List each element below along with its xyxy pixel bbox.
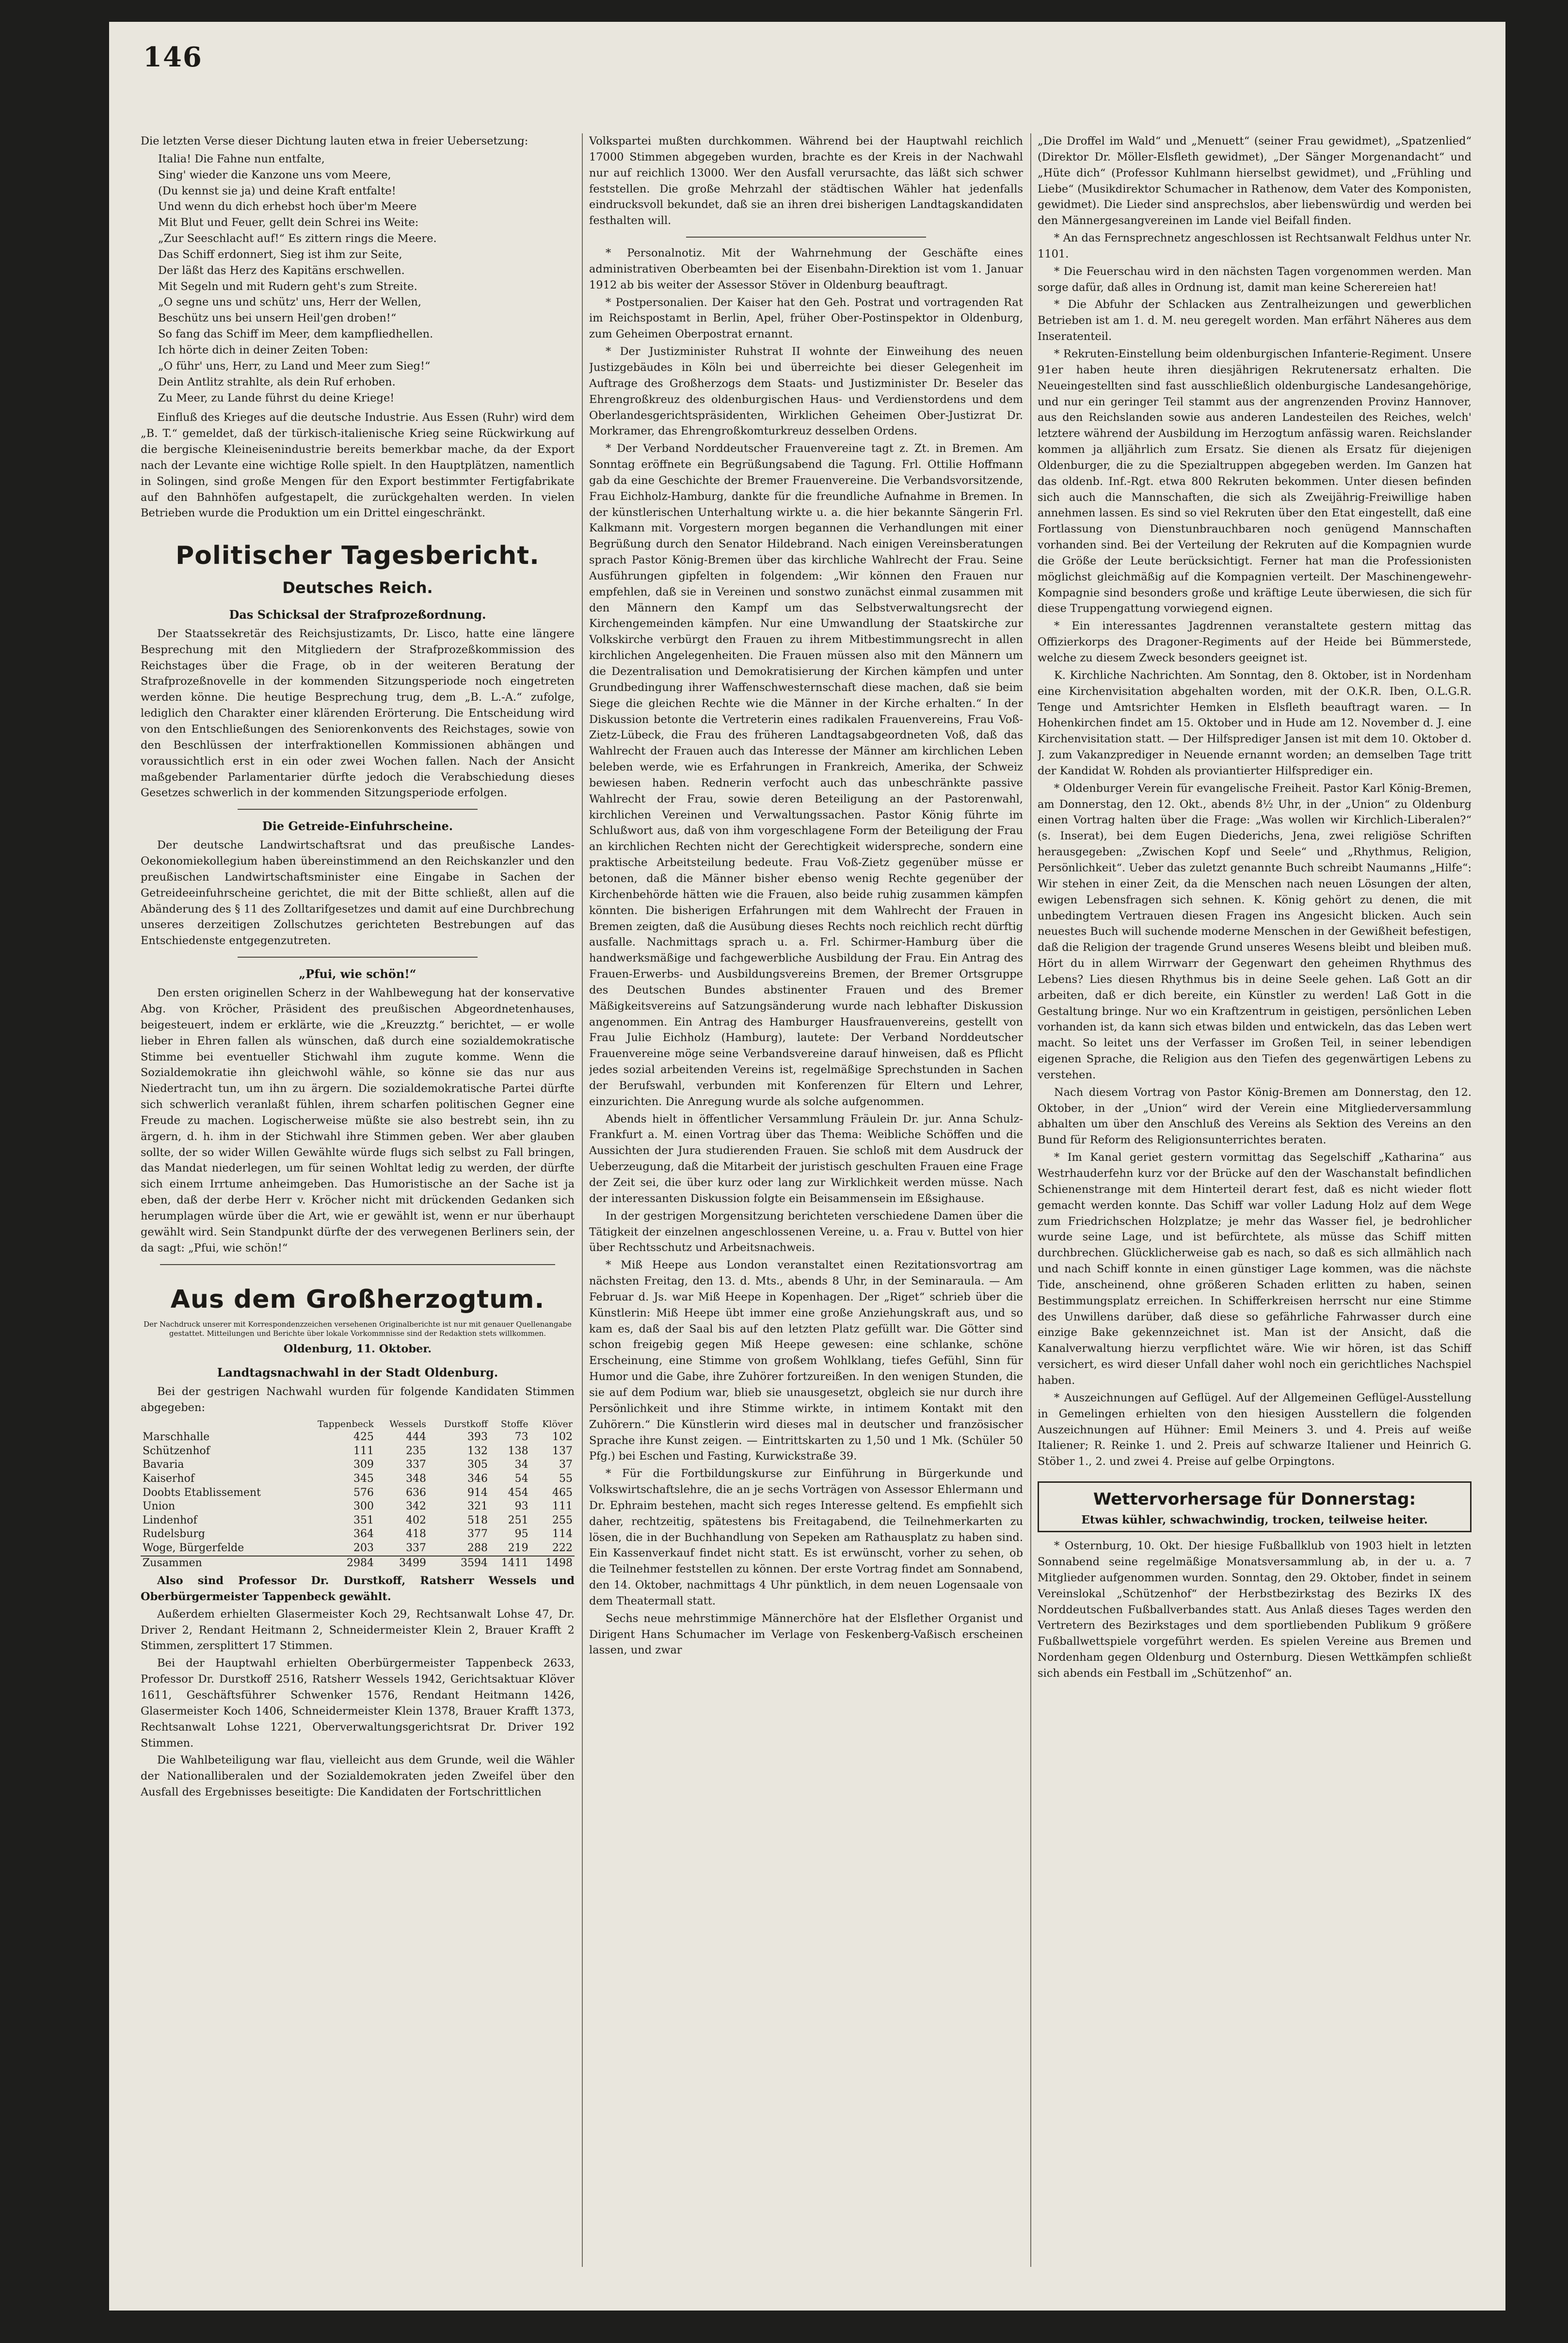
column-2 [589, 133, 1023, 2277]
vote-count-cell: 114 [552, 1528, 573, 1541]
vote-table [141, 1418, 575, 1570]
polling-place-cell: Rudelsburg [143, 1528, 206, 1541]
article-paragraph: Den ersten originellen Scherz in der Wahlbewegung hat der konservative Abg. von Kröcher, Präsident des preußischen Abgeordnetenhauses, beigesteuert, indem er erklärte, wie die „Kreuzztg.“ berichtet, — er wolle lieber in Ehren fallen als wünschen, daß durch eine sozialdemokratische Stimme bei eventueller Stichwahl ihm zugute komme. Wenn die Sozialdemokratie ihn gleichwohl wähle, so könne sie das nur aus Niedertracht tun, um ihn zu ärgern. Die sozialdemokratische Partei dürfte sich schwerlich veranlaßt fühlen, ihrem scharfen politischen Gegner eine Freude zu machen. Logischerweise müßte sie also bestrebt sein, ihn zu ärgern, d. h. ihm in der Stichwahl ihre Stimmen geben. Wer aber glauben sollte, der so wider Willen Gewählte würde flugs sich selbst zu Fall bringen, das Mandat niederlegen, um für seinen Wohltat ledig zu werden, der dürfte sich einem Irrtume anheimgeben. Das Humoristische an der Sache ist ja eben, daß der derbe Herr v. Kröcher nicht mit drückenden Gedanken sich herumplagen würde über die Art, wie er gewählt ist, wenn er nur überhaupt gewählt wird. Sein Standpunkt dürfte der des verwegenen Berliners sein, der da sagt: „Pfui, wie schön!“ [141, 987, 575, 1254]
article-paragraph: Bei der Hauptwahl erhielten Oberbürgermeister Tappenbeck 2633, Professor Dr. Durstkoff 2516, Ratsherr Wessels 1942, Gerichtsaktuar Klöver 1611, Geschäftsführer Schwenker 1576, Rendant Heitmann 1426, Glasermeister Koch 1406, Schneidermeister Klein 1378, Brauer Krafft 1373, Rechtsanwalt Lohse 1221, Oberverwaltungsgerichtsrat Dr. Driver 192 Stimmen. [141, 1657, 575, 1749]
article-paragraph: * Auszeichnungen auf Geflügel. Auf der Allgemeinen Geflügel-Ausstellung in Gemelingen erhielten von den hiesigen Ausstellern die folgenden Auszeichnungen auf Hühner: Emil Meiners 3. und 4. Preis auf weiße Italiener; R. Reinke 1. und 2. Preis auf schwarze Italiener und Heinrich G. Stöber 1., 2. und zwei 4. Preise auf gelbe Orpingtons. [1038, 1391, 1472, 1468]
poem-line: Mit Segeln und mit Rudern geht's zum Streite. [158, 280, 417, 293]
poem-line: Der läßt das Herz des Kapitäns erschwellen. [158, 264, 405, 277]
poem-line: „O führ' uns, Herr, zu Land und Meer zum Sieg!“ [158, 359, 431, 372]
vote-count-cell: 37 [559, 1459, 573, 1471]
vote-count-cell: 576 [353, 1486, 374, 1499]
vote-count-cell: 93 [514, 1500, 528, 1513]
vote-count-cell: 54 [514, 1472, 528, 1485]
vote-count-cell: 418 [406, 1528, 427, 1541]
vote-count-cell: 425 [353, 1431, 374, 1444]
total-count-cell: 2984 [298, 1556, 376, 1571]
article-paragraph: „Die Droffel im Wald“ und „Menuett“ (seiner Frau gewidmet), „Spatzenlied“ (Direktor Dr. Möller-Elsfleth gewidmet), „Der Sänger Morgenandacht“ und „Hüte dich“ (Professor Kuhlmann hierselbst gewidmet), und „Frühling und Liebe“ (Musikdirektor Schumacher in Rathenow, dem Vater des Komponisten, gewidmet). Die Lieder sind ansprechslos, aber liebenswürdig und werden bei den Männergesangvereinen im Lande viel Beifall finden. [1038, 135, 1472, 227]
polling-place-cell: Woge, Bürgerfelde [143, 1541, 244, 1554]
vote-count-cell: 102 [552, 1431, 573, 1444]
article-paragraph: Also sind Professor Dr. Durstkoff, Ratsherr Wessels und Oberbürgermeister Tappenbeck gewählt. [141, 1574, 575, 1603]
article-paragraph: Sechs neue mehrstimmige Männerchöre hat der Elsflether Organist und Dirigent Hans Schumacher im Verlage von Feskenberg-Vaßisch erscheinen lassen, und zwar [589, 1612, 1023, 1657]
poem-line: (Du kennst sie ja) und deine Kraft entfalte! [158, 184, 396, 197]
vote-count-cell: 309 [353, 1459, 374, 1471]
article-paragraph: Der deutsche Landwirtschaftsrat und das preußische Landes-Oekonomiekollegium haben übereinstimmend an den Reichskanzler und den preußischen Landwirtschaftsminister eine Eingabe in Sachen der Getreideeinfuhrscheine gerichtet, die mit der Bitte schließt, allen auf die Abänderung des § 11 des Zolltarifgesetzes und damit auf eine Durchbrechung unseres derzeitigen Zollschutzes gerichteten Bestrebungen auf das Entschiedenste entgegenzutreten. [141, 839, 575, 947]
poem-line: Sing' wieder die Kanzone uns vom Meere, [158, 168, 391, 181]
total-count-cell: 1498 [530, 1556, 575, 1571]
vote-count-cell: 351 [353, 1514, 374, 1526]
article-paragraph: * Postpersonalien. Der Kaiser hat den Geh. Postrat und vortragenden Rat im Reichspostamt in Berlin, Apel, früher Ober-Postinspektor in Oldenburg, zum Geheimen Oberpostrat ernannt. [589, 296, 1023, 341]
vote-count-cell: 255 [552, 1514, 573, 1526]
vote-count-cell: 348 [406, 1472, 427, 1485]
table-header: Wessels [389, 1419, 427, 1430]
column-divider [582, 133, 583, 2267]
table-row [141, 1430, 575, 1444]
poem-line: Dein Antlitz strahlte, als dein Ruf erhoben. [158, 375, 396, 388]
vote-count-cell: 300 [353, 1500, 374, 1513]
dateline: Oldenburg, 11. Oktober. [283, 1342, 432, 1355]
article-heading: Landtagsnachwahl in der Stadt Oldenburg. [217, 1365, 498, 1380]
poem-intro: Die letzten Verse dieser Dichtung lauten etwa in freier Uebersetzung: [141, 135, 528, 147]
vote-count-cell: 346 [467, 1472, 488, 1485]
vote-count-cell: 73 [514, 1431, 528, 1444]
table-header: Stoffe [500, 1419, 528, 1430]
poem-line: Ich hörte dich in deiner Zeiten Toben: [158, 343, 368, 356]
polling-place-cell: Schützenhof [143, 1444, 210, 1457]
poem [141, 151, 575, 406]
table-header: Tappenbeck [318, 1419, 374, 1430]
total-count-cell: 3594 [428, 1556, 490, 1571]
vote-count-cell: 345 [353, 1472, 374, 1485]
poem-line: Beschütz uns bei unsern Heil'gen droben!“ [158, 312, 397, 325]
vote-count-cell: 636 [406, 1486, 427, 1499]
article-paragraph: * Der Verband Norddeutscher Frauenvereine tagt z. Zt. in Bremen. Am Sonntag eröffnete ein Begrüßungsabend die Tagung. Frl. Ottilie Hoffmann gab da eine Geschichte der Bremer Frauenvereine. Die Verbandsvorsitzende, Frau Eichholz-Hamburg, dankte für die freundliche Aufnahme in Bremen. In der künstlerischen Unterhaltung wirkte u. a. die hier bekannte Sängerin Frl. Kalkmann mit. Vorgestern morgen begannen die Verhandlungen mit einer Begrüßung durch den Senator Hildebrand. Nach einigen Vereinsberatungen sprach Pastor König-Bremen über das kirchliche Wahlrecht der Frau. Seine Ausführungen gipfelten in folgendem: „Wir können den Frauen nur empfehlen, daß sie in Vereinen und sonstwo zunächst einmal zusammen mit den Männern den Kampf um das Selbstverwaltungsrecht der Kirchengemeinden kämpfen. Nur eine Umwandlung der Staatskirche zur Volkskirche verbürgt den Frauen zu ihrem Mitbestimmungsrecht in allen kirchlichen Angelegenheiten. Die Frauen müssen also mit den Männern um die Dezentralisation und Demokratisierung der Kirchen kämpfen und unter Grundbedingung ihrer Waffenschwesternschaft diese machen, daß sie beim Siege die gleichen Rechte wie die Männer in der Kirche erhalten.“ In der Diskussion betonte die Vertreterin eines radikalen Frauenvereins, Frau Voß-Zietz-Lübeck, die Frau des früheren Landtagsabgeordneten Voß, daß das Wahlrecht der Frauen auch das Interesse der Männer am kirchlichen Leben beleben werde, wie es Erfahrungen in Frankreich, Amerika, der Schweiz bewiesen haben. Rednerin verfocht auch das unbeschränkte passive Wahlrecht der Frau, sowie deren Beteiligung an der Pastorenwahl, kirchlichen Vereinen und Verwaltungssachen. Pastor König führte im Schlußwort aus, daß von ihm vorgeschlagene Form der Beteiligung der Frau an kirchlichen Rechten nicht der Gerechtigkeit widerspreche, sondern eine praktische Arbeitsteilung bedeute. Frau Voß-Zietz gegenüber müsse er betonen, daß die Männer bisher ebenso wenig Rechte gegenüber der Kirchenbehörde hätten wie die Frauen, also beide ruhig zusammen kämpfen könnten. Die bisherigen Erfahrungen mit dem Wahlrecht der Frauen in Bremen zeigten, daß die Ausübung dieses Rechts noch reichlich recht dürftig ausfalle. Nachmittags sprach u. a. Frl. Schirmer-Hamburg über die handwerksmäßige und fachgewerbliche Ausbildung der Frau. Ein Antrag des Frauen-Erwerbs- und Ausbildungsvereins Bremen, der Bremer Ortsgruppe des Deutschen Bundes abstinenter Frauen und des Bremer Mäßigkeitsvereins auf Satzungsänderung wurde nach lebhafter Diskussion angenommen. Ein Antrag des Hamburger Hausfrauenvereins, gestellt von Frau Julie Eichholz (Hamburg), lautete: Der Verband Norddeutscher Frauenvereine möge seine Verbandsvereine darauf hinweisen, daß es Pflicht jedes sozial arbeitenden Vereins ist, regelmäßige Sprechstunden in Sachen der Berufswahl, verbunden mit Konferenzen für Eltern und Lehrer, einzurichten. Die Anregung wurde als solche aufgenommen. [589, 442, 1023, 1108]
column-3 [1038, 133, 1472, 2277]
divider [686, 237, 926, 238]
vote-count-cell: 914 [467, 1486, 488, 1499]
newspaper-page [109, 22, 1505, 2311]
vote-count-cell: 342 [406, 1500, 427, 1513]
total-count-cell: 3499 [376, 1556, 428, 1571]
poem-line: Italia! Die Fahne nun entfalte, [158, 152, 325, 165]
vote-count-cell: 222 [552, 1541, 573, 1554]
vote-count-cell: 219 [508, 1541, 528, 1554]
article-paragraph: Volkspartei mußten durchkommen. Während bei der Hauptwahl reichlich 17000 Stimmen abgegeben wurden, brachte es der Kreis in der Nachwahl nur auf reichlich 13000. Wer den Ausfall verursachte, das läßt sich schwer feststellen. Die große Mehrzahl der städtischen Wähler hat jedenfalls eindrucksvoll bekundet, daß sie an ihren drei bisherigen Landtagskandidaten festhalten will. [589, 135, 1023, 227]
total-count-cell: 1411 [490, 1556, 530, 1571]
vote-count-cell: 251 [508, 1514, 528, 1526]
article-paragraph: * Im Kanal geriet gestern vormittag das Segelschiff „Katharina“ aus Westrhauderfehn kurz vor der Brücke auf den der Waschanstalt befindlichen Schienenstrange mit dem Hinterteil derart fest, daß es nicht wieder flott gemacht werden konnte. Das Schiff war voller Ladung Holz auf dem Wege zum Friedrichschen Holzplatze; je mehr das Wasser fiel, je bedrohlicher wurde seine Lage, und ist befürchtete, als müsse das Schiff mitten durchbrechen. Glücklicherweise gab es nach, so daß es sich allmählich nach und nach Schiff konnte in einen günstiger Lage kommen, was die nächste Tide, anscheinend, ohne größeren Schaden erlitten zu haben, seinen Bestimmungsplatz erreichen. In Schifferkreisen herrscht nur eine Stimme des Unwillens darüber, daß diese so gefährliche Fahrwasser durch eine einzige Bake gekennzeichnet ist. Man ist der Ansicht, daß die Kanalverwaltung hierzu verpflichtet wäre. Wie wir hören, ist das Schiff versichert, es wird dieser Unfall daher wohl noch ein gerichtliches Nachspiel haben. [1038, 1151, 1472, 1387]
divider [160, 1264, 555, 1265]
vote-count-cell: 111 [552, 1500, 573, 1513]
article-paragraph: * Personalnotiz. Mit der Wahrnehmung der Geschäfte eines administrativen Oberbeamten bei der Eisenbahn-Direktion ist vom 1. Januar 1912 ab bis weiter der Assessor Stöver in Oldenburg beauftragt. [589, 247, 1023, 291]
table-row [141, 1514, 575, 1528]
vote-count-cell: 55 [559, 1472, 573, 1485]
vote-count-cell: 402 [406, 1514, 427, 1526]
section-title-grossherzogtum: Aus dem Großherzogtum. [170, 1284, 545, 1314]
table-row [141, 1527, 575, 1541]
subsection-title: Deutsches Reich. [282, 578, 433, 597]
weather-title: Wettervorhersage für Donnerstag: [1093, 1490, 1416, 1509]
reprint-note: Der Nachdruck unserer mit Korrespondenzzeichen versehenen Originalberichte ist nur mit genauer Quellenangabe gestattet. Mitteilungen und Berichte über lokale Vorkommnisse sind der Redaktion stets willkommen. [144, 1320, 572, 1338]
vote-count-cell: 364 [353, 1528, 374, 1541]
article-paragraph: * Rekruten-Einstellung beim oldenburgischen Infanterie-Regiment. Unsere 91er haben heute ihren diesjährigen Rekrutenersatz erhalten. Die Neueingestellten sind fast ausschließlich oldenburgische Landesangehörige, und nur ein geringer Teil stammt aus der angrenzenden Provinz Hannover, aus den Reichslanden sowie aus anderen Landesteilen des Reiches, welch' letztere während der Ausbildung im Herzogtum anfässig waren. Reichslander kommen ja alljährlich zum Ersatz. Sie dienen als Ersatz für diejenigen Oldenburger, die zu die Spezialtruppen abgegeben werden. Im Ganzen hat das oldenb. Inf.-Rgt. etwa 800 Rekruten bekommen. Unter diesen befinden sich auch die Mannschaften, die sich als Zweijährig-Freiwillige haben annehmen lassen. Es sind so viel Rekruten über den Etat eingestellt, daß eine Fortlassung von Dienstunbrauchbaren noch genügend Mannschaften vorhanden sind. Bei der Verteilung der Rekruten auf die Kompagnien wurde die Größe der Leute berücksichtigt. Ferner hat man die Professionisten möglichst gleichmäßig auf die Kompagnien verteilt. Der Maschinengewehr-Kompagnie sind besonders große und kräftige Leute überwiesen, die sich für diese Truppengattung vorwiegend eignen. [1038, 347, 1472, 615]
vote-count-cell: 337 [406, 1541, 427, 1554]
article-paragraph: * Oldenburger Verein für evangelische Freiheit. Pastor Karl König-Bremen, am Donnerstag, den 12. Okt., abends 8½ Uhr, in der „Union“ zu Oldenburg einen Vortrag halten über die Frage: „Was wollen wir Kirchlich-Liberalen?“ (s. Inserat), bei dem Eugen Diederichs, Jena, zwei religiöse Schriften herausgegeben: „Zwischen Kopf und Seele“ und „Rhythmus, Religion, Persönlichkeit“. Ueber das zuletzt genannte Buch schreibt Naumanns „Hilfe“: Wir stehen in einer Zeit, da die Menschen nach neuen Lösungen der alten, ewigen Lebensfragen sich sehnen. K. König gehört zu denen, die mit unbedingtem Vertrauen diesen Fragen ins Angesicht blicken. Auch sein neuestes Buch will suchende moderne Menschen in der Gewißheit befestigen, daß die Religion der tragende Grund unseres Wesens bleibt und bleiben muß. Hört du in allem Wirrwarr der Gegenwart den geheimen Rhythmus des Lebens? Lies diesen Rhythmus bis in deine Seele gehen. Laß Gott an dir arbeiten, daß er dich bereite, ein Künstler zu werden! Laß Gott in die Gestaltung bringe. Nur wo ein Kraftzentrum in geistigen, persönlichen Leben vorhanden ist, da kann sich etwas bilden und entwickeln, das das Leben wert macht. So leitet uns der Verfasser im Großen Teil, in seiner lebendigen eigenen Sprache, die Religion aus den Tiefen des gegenwärtigen Lebens zu verstehen. [1038, 782, 1472, 1081]
total-label-cell: Zusammen [141, 1556, 298, 1571]
article-paragraph: * Für die Fortbildungskurse zur Einführung in Bürgerkunde und Volkswirtschaftslehre, die an je sechs Vorträgen von Assessor Ehlermann und Dr. Ephraim bestehen, macht sich reges Interesse geltend. Es empfiehlt sich daher, rechtzeitig, spätestens bis Freitagabend, die Teilnehmerkarten zu lösen, die in der Buchhandlung von Sepeken am Rathausplatz zu haben sind. Ein Kassenverkauf findet nicht statt. Es ist erwünscht, vorher zu sehen, ob die Teilnehmer feststellen zu können. Der erste Vortrag findet am Sonnabend, den 14. Oktober, nachmittags 4 Uhr pünktlich, in dem neuen Logensaale von dem Theatermall statt. [589, 1467, 1023, 1607]
table-total-row [141, 1556, 575, 1571]
table-header: Durstkoff [444, 1419, 488, 1430]
vote-count-cell: 321 [467, 1500, 488, 1513]
vote-count-cell: 34 [514, 1459, 528, 1471]
divider [238, 957, 478, 958]
poem-line: Das Schiff erdonnert, Sieg ist ihm zur Seite, [158, 248, 402, 261]
vote-count-cell: 518 [467, 1514, 488, 1526]
weather-text: Etwas kühler, schwachwindig, trocken, teilweise heiter. [1081, 1513, 1428, 1526]
vote-count-cell: 444 [406, 1431, 427, 1444]
table-header [141, 1418, 298, 1430]
vote-count-cell: 465 [552, 1486, 573, 1499]
polling-place-cell: Doobts Etablissement [143, 1486, 261, 1499]
table-header: Klöver [542, 1419, 573, 1430]
vote-count-cell: 137 [552, 1444, 573, 1457]
article-paragraph: * An das Fernsprechnetz angeschlossen ist Rechtsanwalt Feldhus unter Nr. 1101. [1038, 232, 1472, 260]
poem-line: „O segne uns und schütz' uns, Herr der Wellen, [158, 296, 422, 309]
article-heading: Die Getreide-Einfuhrscheine. [262, 819, 453, 834]
polling-place-cell: Bavaria [143, 1459, 184, 1471]
poem-line: Zu Meer, zu Lande führst du deine Kriege! [158, 391, 395, 404]
article-paragraph: Die Wahlbeteiligung war flau, vielleicht aus dem Grunde, weil die Wähler der Nationalliberalen und der Sozialdemokraten jeden Zweifel über den Ausfall des Ergebnisses beseitigte: Die Kandidaten der Fortschrittlichen [141, 1754, 575, 1799]
article-paragraph: * Die Feuerschau wird in den nächsten Tagen vorgenommen werden. Man sorge dafür, daß alles in Ordnung ist, damit man keine Scherereien hat! [1038, 265, 1472, 294]
vote-count-cell: 95 [514, 1528, 528, 1541]
table-row [141, 1444, 575, 1459]
polling-place-cell: Kaiserhof [143, 1472, 194, 1485]
vote-count-cell: 235 [406, 1444, 427, 1457]
vote-count-cell: 203 [353, 1541, 374, 1554]
article-paragraph: * Ein interessantes Jagdrennen veranstaltete gestern mittag das Offizierkorps des Dragoner-Regiments auf der Heide bei Bümmerstede, welche zu diesem Zweck besonders geeignet ist. [1038, 620, 1472, 664]
section-title-political: Politischer Tagesbericht. [176, 541, 540, 571]
vote-count-cell: 111 [353, 1444, 374, 1457]
article-paragraph: In der gestrigen Morgensitzung berichteten verschiedene Damen über die Tätigkeit der einzelnen angeschlossenen Vereine, u. a. Frau v. Buttel von hier über Rechtsschutz und Arbeitsnachweis. [589, 1209, 1023, 1254]
page-number: 146 [143, 41, 203, 73]
polling-place-cell: Union [143, 1500, 176, 1513]
column-1 [141, 133, 575, 2277]
article-paragraph: Einfluß des Krieges auf die deutsche Industrie. Aus Essen (Ruhr) wird dem „B. T.“ gemeldet, daß der türkisch-italienische Krieg seine Rückwirkung auf die bergische Kleineisenindustrie bereits bemerkbar mache, da der Export nach der Levante eine wichtige Rolle spielt. In den Hauptplätzen, namentlich in Solingen, sind große Mengen für den Export bestimmter Fertigfabrikate auf den Bahnhöfen aufgestapelt, die zurückgehalten werden. In vielen Betrieben wurde die Produktion um ein Drittel eingeschränkt. [141, 411, 575, 520]
table-header-row [141, 1418, 575, 1430]
poem-line: Mit Blut und Feuer, gellt dein Schrei ins Weite: [158, 216, 419, 229]
article-paragraph: K. Kirchliche Nachrichten. Am Sonntag, den 8. Oktober, ist in Nordenham eine Kirchenvisitation abgehalten worden, mit der O.K.R. Iben, O.L.G.R. Tenge und Amtsrichter Hemken in Elsfleth beauftragt waren. — In Hohenkirchen findet am 15. Oktober und in Hude am 12. November d. J. eine Kirchenvisitation statt. — Der Hilfsprediger Jansen ist mit dem 10. Oktober d. J. zum Vakanzprediger in Neuende ernannt worden; an demselben Tage tritt der Kandidat W. Rohden als proviantierter Hilfsprediger ein. [1038, 669, 1472, 777]
table-row [141, 1500, 575, 1514]
table-row [141, 1541, 575, 1556]
article-paragraph: Abends hielt in öffentlicher Versammlung Fräulein Dr. jur. Anna Schulz-Frankfurt a. M. einen Vortrag über das Thema: Weibliche Schöffen und die Aussichten der Jura studierenden Frauen. Sie schloß mit dem Ausdruck der Ueberzeugung, daß die Mitarbeit der juristisch geschulten Frauen eine Frage der Zeit sei, die über kurz oder lang zur Wirklichkeit werden müsse. Nach der interessanten Diskussion folgte ein Beisammensein im Eßsighause. [589, 1112, 1023, 1205]
polling-place-cell: Marschhalle [143, 1431, 210, 1444]
vote-count-cell: 288 [467, 1541, 488, 1554]
weather-forecast-box [1038, 1481, 1472, 1532]
article-paragraph: Nach diesem Vortrag von Pastor König-Bremen am Donnerstag, den 12. Oktober, in der „Union“ wird der Verein eine Mitgliederversammlung abhalten um über den Anschluß des Vereins als Sektion des Vereins an den Bund für Reform des Religionsunterrichtes beraten. [1038, 1086, 1472, 1147]
article-paragraph: * Miß Heepe aus London veranstaltet einen Rezitationsvortrag am nächsten Freitag, den 13. d. Mts., abends 8 Uhr, in der Seminaraula. — Am Februar d. Js. war Miß Heepe in Kopenhagen. Der „Riget“ schrieb über die Künstlerin: Miß Heepe übt immer eine große Anziehungskraft aus, und so kam es, daß der Saal bis auf den letzten Platz gefüllt war. Die Götter sind schon freigebig gegen Miß Heepe gewesen: eine schlanke, schöne Erscheinung, eine Stimme von großem Wohlklang, tiefes Gefühl, Sinn für Humor und die Gabe, ihre Zuhörer fortzureißen. In den wenigen Stunden, die sie auf dem Podium war, blieb sie unausgesetzt, obgleich sie nur durch ihre Persönlichkeit und ihre Stimme wirkte, in intimem Kontakt mit den Zuhörern.“ Die Künstlerin wird dieses mal in deutscher und französischer Sprache ihre Kunst zeigen. — Eintrittskarten zu 1,50 und 1 Mk. (Schüler 50 Pfg.) bei Eschen und Fasting, Kurwickstraße 39. [589, 1259, 1023, 1463]
vote-count-cell: 377 [467, 1528, 488, 1541]
divider [238, 809, 478, 810]
article-paragraph: Der Staatssekretär des Reichsjustizamts, Dr. Lisco, hatte eine längere Besprechung mit den Mitgliedern der Strafprozeßkommission des Reichstages über die Frage, ob in der weiteren Beratung der Strafprozeßnovelle in der kommenden Sitzungsperiode noch eingetreten werden könne. Die heutige Besprechung trug, dem „B. L.-A.“ zufolge, lediglich den Charakter einer klärenden Erörterung. Die Entscheidung wird von den Entschließungen des Seniorenkonvents des Reichstages, sowie von den Beschlüssen der interfraktionellen Kommissionen abhängen und voraussichtlich erst in ein oder zwei Wochen fallen. Nach der Ansicht maßgebender Parlamentarier dürfte jedoch die Verabschiedung dieses Gesetzes schwerlich in der kommenden Sitzungsperiode erfolgen. [141, 627, 575, 800]
article-paragraph: * Die Abfuhr der Schlacken aus Zentralheizungen und gewerblichen Betrieben ist am 1. d. M. neu geregelt worden. Man erfährt Näheres aus dem Inseratenteil. [1038, 298, 1472, 343]
vote-count-cell: 132 [467, 1444, 488, 1457]
vote-count-cell: 393 [467, 1431, 488, 1444]
poem-line: Und wenn du dich erhebst hoch über'm Meere [158, 200, 417, 213]
poem-line: „Zur Seeschlacht auf!“ Es zittern rings die Meere. [158, 232, 437, 245]
vote-count-cell: 305 [467, 1459, 488, 1471]
table-row [141, 1458, 575, 1472]
table-row [141, 1472, 575, 1486]
vote-count-cell: 337 [406, 1459, 427, 1471]
article-paragraph: * Der Justizminister Ruhstrat II wohnte der Einweihung des neuen Justizgebäudes in Köln bei und überreichte bei dieser Gelegenheit im Auftrage des Großherzogs dem Staats- und Justizminister Dr. Beseler das Ehrengroßkreuz des oldenburgischen Haus- und Verdienstordens und dem Oberlandesgerichtspräsidenten, Wirklichen Geheimen Ober-Justizrat Dr. Morkramer, das Ehrengroßkomturkreuz desselben Ordens. [589, 345, 1023, 438]
vote-count-cell: 454 [508, 1486, 528, 1499]
vote-count-cell: 138 [508, 1444, 528, 1457]
table-row [141, 1486, 575, 1500]
article-heading: „Pfui, wie schön!“ [299, 967, 416, 981]
article-paragraph: Bei der gestrigen Nachwahl wurden für folgende Kandidaten Stimmen abgegeben: [141, 1385, 575, 1414]
article-paragraph: Außerdem erhielten Glasermeister Koch 29, Rechtsanwalt Lohse 47, Dr. Driver 2, Rendant Heitmann 2, Schneidermeister Klein 2, Brauer Krafft 2 Stimmen, zersplittert 17 Stimmen. [141, 1607, 575, 1653]
column-divider [1030, 133, 1031, 2267]
polling-place-cell: Lindenhof [143, 1514, 197, 1526]
article-paragraph: * Osternburg, 10. Okt. Der hiesige Fußballklub von 1903 hielt in letzten Sonnabend seine regelmäßige Monatsversammlung ab, in der u. a. 7 Mitglieder aufgenommen wurden. Sonntag, den 29. Oktober, findet in seinem Vereinslokal „Schützenhof“ der Herbstbezirkstag des Bezirks IX des Norddeutschen Fußballverbandes statt. Aus Anlaß dieses Tages werden den Vertretern des Bezirkstages und dem sportliebenden Publikum 9 größere Fußballwettspiele vorgeführt werden. Es spielen Vereine aus Bremen und Nordenham gegen Oldenburg und Osternburg. Diesen Wettkämpfen schließt sich abends ein Festball im „Schützenhof“ an. [1038, 1540, 1472, 1680]
poem-line: So fang das Schiff im Meer, dem kampfliedhellen. [158, 328, 433, 341]
article-heading: Das Schicksal der Strafprozeßordnung. [229, 607, 486, 622]
